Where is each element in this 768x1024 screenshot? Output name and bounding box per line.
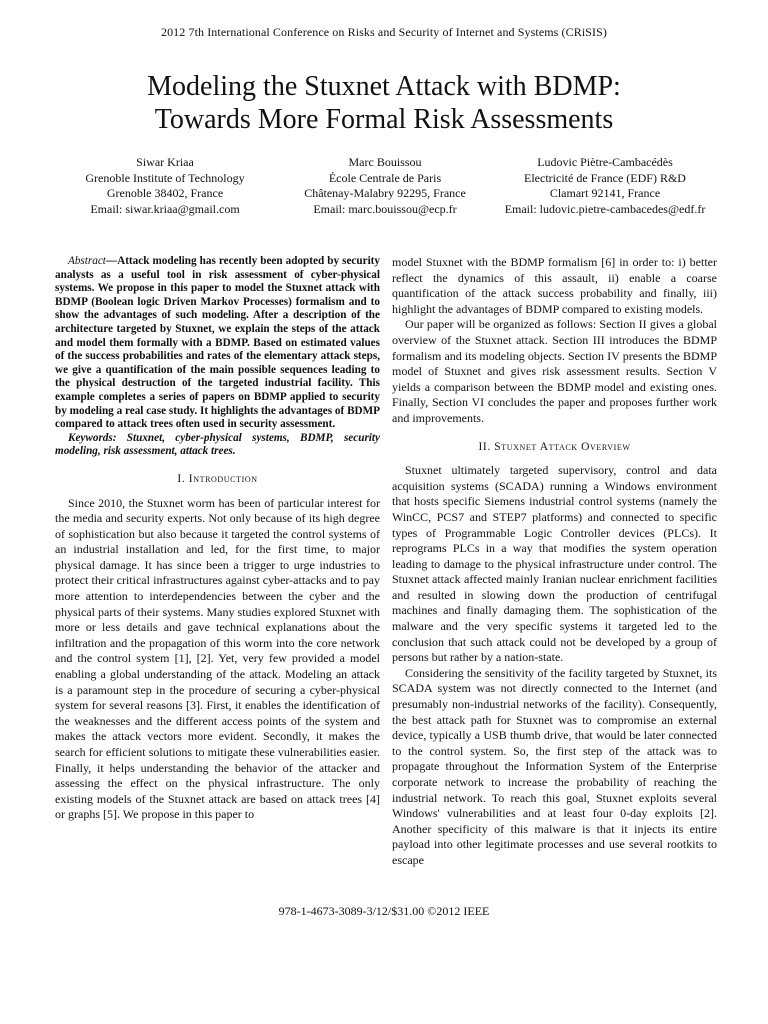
abstract <box>55 255 380 432</box>
author-affiliation: École Centrale de Paris <box>328 170 442 185</box>
author-email: Email: marc.bouissou@ecp.fr <box>313 201 457 216</box>
author-3 <box>495 155 715 217</box>
author-name: Ludovic Piètre-Cambacédès <box>537 155 673 169</box>
overview-paragraph-1: Stuxnet ultimately targeted supervisory, control and data acquisition systems (SCADA) running a Windows environment that hosts specific Siemens industrial control systems (namely the WinCC, PCS7 and STEP7 platforms) and connected to specific types of Programmable Logic Controller devices (PLCs). It reprograms PLCs in a way that modifies the system operation leading to damage to the physical infrastructure under control. The Stuxnet attack affected mainly Iranian nuclear enrichment facilities and resulted in slowing down the production of centrifugal machines and finally damaging them. The sophistication of the malware and the very specific systems it targeted led to the conclusion that such attack could not be developed by a group of persons but rather by a nation-state. <box>392 463 717 665</box>
introduction-paragraph-3: Our paper will be organized as follows: Section II gives a global overview of the Stuxnet attack. Section III introduces the BDMP formalism and its modeling objects. Section IV presents the BDMP model of Stuxnet and gives risk assessment results. Section V yields a comparison between the BDMP model and existing ones. Finally, Section VI concludes the paper and proposes further work and improvements. <box>392 317 717 425</box>
author-block <box>55 155 715 217</box>
title-line-1: Modeling the Stuxnet Attack with BDMP: <box>147 71 621 102</box>
author-email: Email: ludovic.pietre-cambacedes@edf.fr <box>504 201 706 216</box>
keywords-lead: Keywords: <box>68 431 117 444</box>
section-heading-overview: II. Stuxnet Attack Overview <box>478 440 631 453</box>
abstract-lead: Abstract <box>68 255 106 267</box>
abstract-text: —Attack modeling has recently been adopted by security analysts as a useful tool in risk assessment of cyber-physical systems. We propose in this paper to model the Stuxnet attack with BDMP (Boolean logic Driven Markov Processes) formalism and to show the advantages of such modeling. After a description of the architecture targeted by Stuxnet, we explain the steps of the attack and model them formally with a BDMP. Based on estimated values of the success probabilities and rates of the elementary attack steps, we give a quantification of the main possible sequences leading to the physical destruction of the targeted industrial facility. This example completes a series of papers on BDMP applied to security by modeling a real case study. It highlights the advantages of BDMP compared to attack trees often used in security assessment. <box>55 255 380 431</box>
author-affiliation: Grenoble Institute of Technology <box>85 170 245 185</box>
overview-paragraph-2: Considering the sensitivity of the facility targeted by Stuxnet, its SCADA system was not directly connected to the Internet (and presumably non-industrial networks of the facility). Consequently, the best attack path for Stuxnet was to compromise an external device, typically a USB thumb drive, that would be later connected to the control system. So, the first step of the attack was to propagate throughout the Information System of the Enterprise corporate network to increase the probability of reaching the industrial network. To reach this goal, Stuxnet exploits several Windows' vulnerabilities and at least four 0-day exploits [2]. Another specificity of this malware is that it injects its entire payload into other legitimate processes and use several rootkits to escape <box>392 665 717 867</box>
author-2 <box>275 155 495 217</box>
section-heading-introduction: I. Introduction <box>177 472 258 485</box>
author-name: Siwar Kriaa <box>136 155 194 169</box>
keywords <box>55 432 380 459</box>
copyright-footer: 978-1-4673-3089-3/12/$31.00 ©2012 IEEE <box>278 904 490 918</box>
left-column <box>55 255 380 823</box>
title-line-2: Towards More Formal Risk Assessments <box>154 104 614 135</box>
author-1 <box>55 155 275 217</box>
introduction-paragraph-2: model Stuxnet with the BDMP formalism [6] in order to: i) better reflect the dynamics of this assault, ii) enable a coarse quantification of the attack success probability and finally, iii) highlight the advantages of BDMP compared to existing models. <box>392 255 717 316</box>
author-address: Châtenay-Malabry 92295, France <box>304 186 466 200</box>
author-address: Clamart 92141, France <box>549 186 661 200</box>
author-address: Grenoble 38402, France <box>106 186 224 200</box>
conference-header: 2012 7th International Conference on Risks and Security of Internet and Systems (CRiSIS) <box>160 25 608 39</box>
introduction-paragraph-1: Since 2010, the Stuxnet worm has been of particular interest for the media and security experts. Not only because of its high degree of sophistication but also because it targeted the control systems of an industrial installation and led, for the first time, to major physical damage. It has since been a trigger to urge industries to protect their critical infrastructures against cyber-attacks and to pay more attention to interdependencies between the cyber and the physical parts of their systems. Many studies explored Stuxnet with more or less details and gave technical explanations about the infiltration and the propagation of this worm into the core network and the control system [1], [2]. Yet, very few provided a model enabling a global understanding of the attack. Modeling an attack is a paramount step in the procedure of securing a cyber-physical system for several reasons [3]. First, it enables the identification of the weaknesses and the different access points of the system and makes the attack vectors more evident. Secondly, it makes the search for efficient solutions to mitigate these vulnerabilities easier. Finally, it helps understanding the behavior of the attacker and assessing the effect on the physical infrastructure. The only existing models of the Stuxnet attack are based on attack trees [4] or graphs [5]. We propose in this paper to <box>55 495 380 822</box>
right-column <box>392 255 717 869</box>
paper-title <box>0 70 768 136</box>
author-email: Email: siwar.kriaa@gmail.com <box>90 201 240 216</box>
keywords-text: Stuxnet, cyber-physical systems, BDMP, security modeling, risk assessment, attack trees. <box>55 431 380 458</box>
author-name: Marc Bouissou <box>348 155 422 169</box>
author-affiliation: Electricité de France (EDF) R&D <box>524 170 686 185</box>
